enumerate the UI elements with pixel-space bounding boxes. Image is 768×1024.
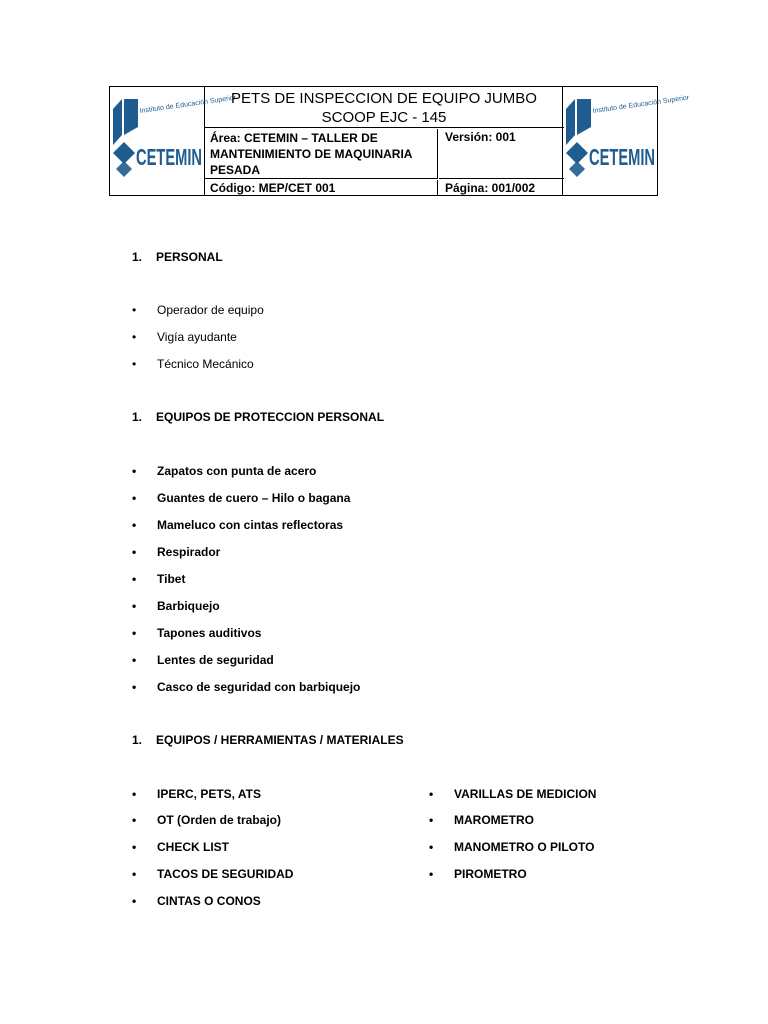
list-item: • Tibet bbox=[132, 572, 186, 586]
document-header-table bbox=[109, 86, 690, 196]
bullet-icon: • bbox=[132, 491, 137, 505]
cetemin-logo-right bbox=[562, 87, 690, 195]
bullet-icon: • bbox=[132, 303, 137, 317]
bullet-icon: • bbox=[132, 840, 137, 854]
list-item: • Respirador bbox=[132, 545, 221, 559]
list-item: • Casco de seguridad con barbiquejo bbox=[132, 680, 361, 694]
bullet-icon: • bbox=[132, 787, 137, 801]
list-item: • Mameluco con cintas reflectoras bbox=[132, 518, 344, 532]
bullet-icon: • bbox=[132, 680, 137, 694]
bullet-icon: • bbox=[132, 357, 137, 371]
bullet-icon: • bbox=[132, 518, 137, 532]
bullet-icon: • bbox=[132, 813, 137, 827]
list-item: • Operador de equipo bbox=[132, 303, 264, 317]
section-number: 1. bbox=[132, 250, 143, 264]
section-title-text: EQUIPOS / HERRAMIENTAS / MATERIALES bbox=[156, 733, 404, 747]
list-item: • OT (Orden de trabajo) bbox=[132, 813, 282, 827]
bullet-icon: • bbox=[429, 813, 434, 827]
section-number: 1. bbox=[132, 733, 143, 747]
section-title-equipos bbox=[132, 733, 404, 747]
bullet-icon: • bbox=[132, 626, 137, 640]
list-item: • CHECK LIST bbox=[132, 840, 229, 854]
document-title bbox=[204, 87, 564, 128]
section-title-text: EQUIPOS DE PROTECCION PERSONAL bbox=[156, 410, 385, 424]
logo-institution-text: Instituto de Educación Superior bbox=[139, 94, 237, 115]
cetemin-logo-icon bbox=[563, 87, 690, 195]
list-item: • Vigía ayudante bbox=[132, 330, 237, 344]
list-item: • IPERC, PETS, ATS bbox=[132, 787, 262, 801]
codigo-cell: Código: MEP/CET 001 bbox=[204, 180, 438, 195]
bullet-icon: • bbox=[132, 894, 137, 908]
logo-name-text: CETEMIN bbox=[136, 144, 202, 170]
title-line-1: PETS DE INSPECCION DE EQUIPO JUMBO bbox=[231, 90, 537, 107]
bullet-icon: • bbox=[132, 464, 137, 478]
section-title-personal bbox=[132, 250, 223, 264]
bullet-icon: • bbox=[429, 787, 434, 801]
version-cell: Versión: 001 bbox=[439, 129, 564, 179]
bullet-icon: • bbox=[132, 545, 137, 559]
area-cell: Área: CETEMIN – TALLER DE MANTENIMIENTO DE MAQUINARIA PESADA bbox=[204, 129, 438, 179]
bullet-icon: • bbox=[132, 599, 137, 613]
section-title-epp bbox=[132, 410, 384, 424]
title-line-2: SCOOP EJC - 145 bbox=[321, 109, 447, 126]
pagina-cell: Página: 001/002 bbox=[445, 181, 536, 195]
list-item: • MANOMETRO O PILOTO bbox=[429, 840, 595, 854]
bullet-icon: • bbox=[132, 330, 137, 344]
bullet-icon: • bbox=[132, 867, 137, 881]
cetemin-logo-icon bbox=[110, 87, 237, 195]
list-item: • MAROMETRO bbox=[429, 813, 534, 827]
bullet-icon: • bbox=[429, 867, 434, 881]
section-title-text: PERSONAL bbox=[156, 250, 223, 264]
cetemin-logo-left bbox=[110, 87, 237, 195]
list-item: • CINTAS O CONOS bbox=[132, 894, 261, 908]
list-item: • Barbiquejo bbox=[132, 599, 220, 613]
list-item: • Técnico Mecánico bbox=[132, 357, 254, 371]
list-item: • TACOS DE SEGURIDAD bbox=[132, 867, 294, 881]
logo-institution-text: Instituto de Educación Superior bbox=[592, 94, 690, 115]
list-item: • Tapones auditivos bbox=[132, 626, 262, 640]
bullet-icon: • bbox=[429, 840, 434, 854]
section-number: 1. bbox=[132, 410, 143, 424]
list-item: • Zapatos con punta de acero bbox=[132, 464, 317, 478]
bullet-icon: • bbox=[132, 653, 137, 667]
list-item: • PIROMETRO bbox=[429, 867, 527, 881]
header-middle bbox=[204, 87, 564, 195]
list-item: • Guantes de cuero – Hilo o bagana bbox=[132, 491, 351, 505]
logo-name-text: CETEMIN bbox=[589, 144, 655, 170]
bullet-icon: • bbox=[132, 572, 137, 586]
list-item: • VARILLAS DE MEDICION bbox=[429, 787, 597, 801]
list-item: • Lentes de seguridad bbox=[132, 653, 274, 667]
